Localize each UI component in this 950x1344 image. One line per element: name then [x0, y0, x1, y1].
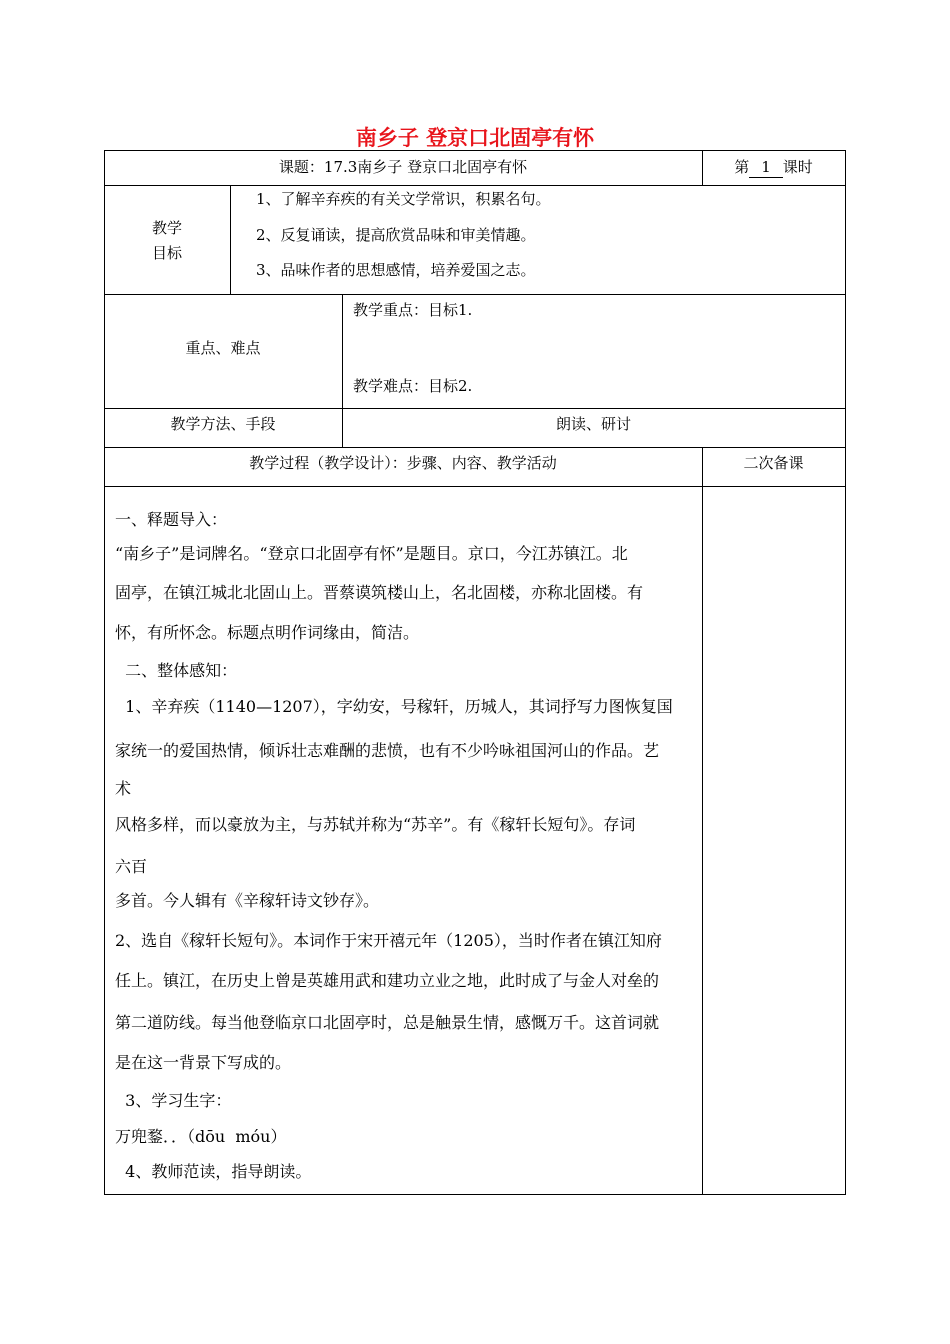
- process-line: 二、整体感知：: [115, 661, 238, 680]
- process-line: 固亭，在镇江城北北固山上。晋蔡谟筑楼山上，名北固楼，亦称北固楼。有: [115, 583, 644, 602]
- process-line: “南乡子”是词牌名。“登京口北固亭有怀”是题目。京口，今江苏镇江。北: [115, 544, 628, 563]
- process-line: 2、选自《稼轩长短句》。本词作于宋开禧元年（1205），当时作者在镇江知府: [115, 931, 662, 950]
- process-line: 风格多样，而以豪放为主，与苏轼并称为“苏辛”。有《稼轩长短句》。存词: [115, 815, 636, 834]
- lesson-number-value: 1: [749, 157, 783, 178]
- second-prep-header: 二次备课: [743, 454, 804, 472]
- table-border: [104, 294, 846, 295]
- table-border: [104, 486, 846, 487]
- lesson-topic: 课题：17.3南乡子 登京口北固亭有怀: [278, 158, 528, 176]
- process-header: 教学过程（教学设计）：步骤、内容、教学活动: [249, 454, 557, 472]
- process-line: 3、学习生字：: [115, 1091, 232, 1110]
- process-line: 术: [115, 779, 132, 798]
- table-border: [230, 185, 231, 295]
- goal-item: 1、了解辛弃疾的有关文学常识，积累名句。: [256, 190, 551, 208]
- table-border: [845, 150, 846, 1195]
- goals-label-1: 教学: [151, 219, 182, 237]
- goal-item: 2、反复诵读，提高欣赏品味和审美情趣。: [256, 226, 536, 244]
- table-border: [104, 408, 846, 409]
- lesson-prefix: 第: [734, 158, 750, 176]
- process-line: 4、教师范读，指导朗读。: [115, 1162, 312, 1181]
- method-label: 教学方法、手段: [170, 415, 276, 433]
- process-line: 万兜鍪．．（dōu móu）: [115, 1127, 287, 1146]
- table-border: [104, 150, 105, 1195]
- table-border: [104, 150, 846, 151]
- process-line: 1、辛弃疾（1140—1207），字幼安，号稼轩，历城人，其词抒写力图恢复国: [115, 697, 673, 716]
- process-line: 六百: [115, 857, 148, 876]
- process-line: 怀，有所怀念。标题点明作词缘由，简洁。: [115, 623, 420, 642]
- process-line: 多首。今人辑有《辛稼轩诗文钞存》。: [115, 891, 380, 910]
- lesson-suffix: 课时: [782, 158, 813, 176]
- table-border: [104, 447, 846, 448]
- key-points-label: 重点、难点: [185, 339, 261, 357]
- goal-item: 3、品味作者的思想感情，培养爱国之志。: [256, 261, 536, 279]
- process-line: 一、释题导入：: [115, 510, 228, 529]
- goals-label-2: 目标: [151, 244, 182, 262]
- key-difficulty: 教学难点：目标2.: [353, 377, 473, 395]
- process-line: 任上。镇江，在历史上曾是英雄用武和建功立业之地，此时成了与金人对垒的: [115, 971, 660, 990]
- method-value: 朗读、研讨: [555, 415, 631, 433]
- process-line: 是在这一背景下写成的。: [115, 1053, 292, 1072]
- table-border: [702, 447, 703, 1195]
- process-line: 第二道防线。每当他登临京口北固亭时，总是触景生情，感慨万千。这首词就: [115, 1013, 660, 1032]
- key-focus: 教学重点：目标1.: [353, 301, 473, 319]
- table-border: [104, 185, 846, 186]
- document-title: 南乡子 登京口北固亭有怀: [355, 126, 595, 150]
- lesson-number: [702, 157, 845, 178]
- process-line: 家统一的爱国热情，倾诉壮志难酬的悲愤，也有不少吟咏祖国河山的作品。艺: [115, 741, 660, 760]
- table-border: [104, 1194, 846, 1195]
